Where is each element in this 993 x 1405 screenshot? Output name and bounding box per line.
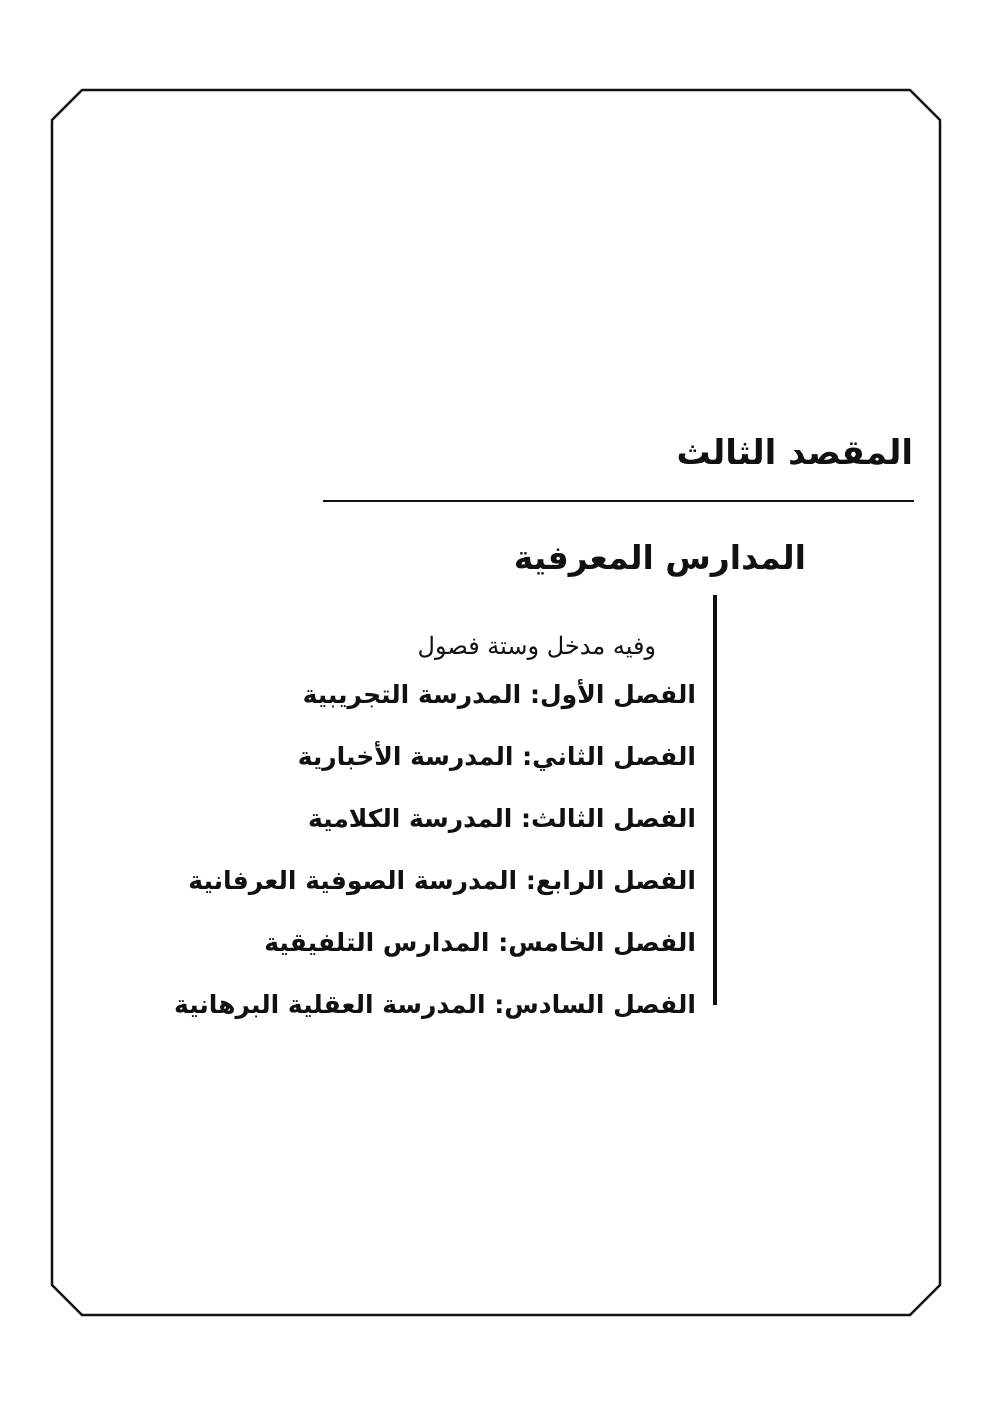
- chapter-title: المدرسة التجريبية: [302, 680, 522, 709]
- chapter-label: الفصل الرابع:: [525, 866, 696, 895]
- chapter-label: الفصل الثالث:: [521, 804, 696, 833]
- chapter-title: المدرسة العقلية البرهانية: [174, 990, 486, 1019]
- chapter-title: المدرسة الأخبارية: [297, 742, 514, 771]
- chapter-title: المدارس التلفيقية: [264, 928, 490, 957]
- chapter-list: [136, 668, 696, 1040]
- chapter-label: الفصل الخامس:: [498, 928, 696, 957]
- chapter-label: الفصل الثاني:: [522, 742, 696, 771]
- chapter-title: المدرسة الكلامية: [307, 804, 513, 833]
- chapter-list-double-rule: [713, 595, 717, 1005]
- part-subtitle: المدارس المعرفية: [513, 538, 806, 577]
- chapter-item: [136, 978, 696, 1040]
- chapter-item: [136, 668, 696, 730]
- chapter-item: [136, 916, 696, 978]
- chapter-item: [136, 730, 696, 792]
- part-title: المقصد الثالث: [676, 433, 913, 473]
- part-intro: وفيه مدخل وستة فصول: [417, 632, 656, 660]
- chapter-title: المدرسة الصوفية العرفانية: [188, 866, 518, 895]
- title-divider: [323, 500, 914, 502]
- chapter-item: [136, 854, 696, 916]
- chapter-item: [136, 792, 696, 854]
- chapter-label: الفصل الأول:: [529, 680, 696, 709]
- chapter-label: الفصل السادس:: [494, 990, 696, 1019]
